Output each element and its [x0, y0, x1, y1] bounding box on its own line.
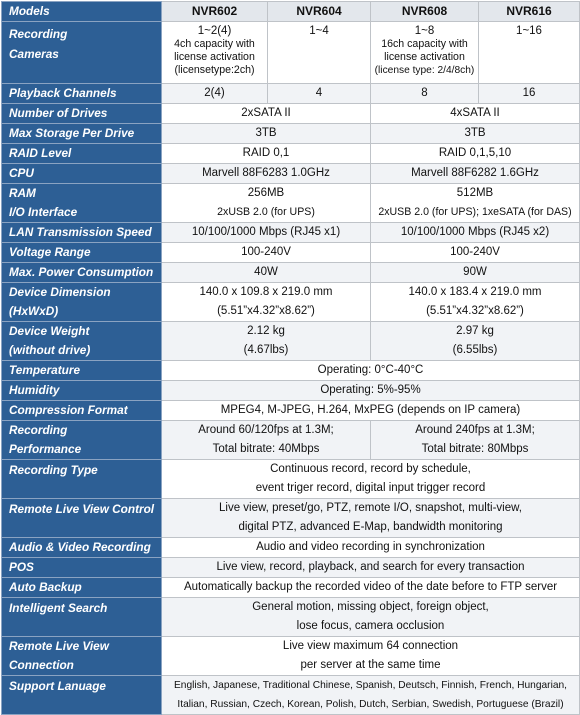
compression-value: MPEG4, M-JPEG, H.264, MxPEG (depends on IP camera) [162, 401, 580, 421]
audio-video-value: Audio and video recording in synchronization [162, 538, 580, 558]
row-cpu [2, 164, 580, 184]
row-remote-live-view-control [2, 499, 580, 538]
row-number-of-drives [2, 104, 580, 124]
row-remote-live-view-connection [2, 637, 580, 676]
remote-live-view-connection-label-1: Remote Live View [9, 639, 109, 653]
weight-left-2: (4.67lbs) [243, 344, 289, 356]
lan-label: LAN Transmission Speed [2, 223, 162, 243]
remote-live-view-connection-label-2: Connection [9, 658, 74, 672]
row-dimension [2, 283, 580, 322]
playback-nvr604: 4 [268, 84, 371, 104]
recording-type-value [162, 460, 580, 499]
recording-performance-label-2: Performance [9, 442, 82, 456]
max-storage-label: Max Storage Per Drive [2, 124, 162, 144]
raid-level-label: RAID Level [2, 144, 162, 164]
power-label: Max. Power Consumption [2, 263, 162, 283]
cpu-right: Marvell 88F6282 1.6GHz [371, 164, 580, 184]
recording-cameras-nvr604: 1~4 [268, 22, 371, 84]
recording-performance-label-1: Recording [9, 423, 68, 437]
nvr602-camera-value: 1~2(4) [197, 25, 232, 37]
intelligent-search-line-2: lose focus, camera occlusion [296, 620, 445, 632]
recording-performance-right-2: Total bitrate: 80Mbps [421, 443, 529, 455]
voltage-left: 100-240V [162, 243, 371, 263]
raid-right: RAID 0,1,5,10 [371, 144, 580, 164]
model-nvr604: NVR604 [268, 2, 371, 22]
pos-label: POS [2, 558, 162, 578]
recording-cameras-label-2: Cameras [9, 47, 59, 61]
row-max-storage [2, 124, 580, 144]
drives-left: 2xSATA II [162, 104, 371, 124]
nvr608-camera-note-1: 16ch capacity with [381, 38, 468, 50]
model-nvr616: NVR616 [479, 2, 580, 22]
row-raid-level [2, 144, 580, 164]
humidity-value: Operating: 5%-95% [162, 381, 580, 401]
nvr602-camera-note-1: 4ch capacity with [174, 38, 255, 50]
remote-live-view-control-value [162, 499, 580, 538]
power-left: 40W [162, 263, 371, 283]
storage-right: 3TB [371, 124, 580, 144]
power-right: 90W [371, 263, 580, 283]
dimension-right-2: (5.51”x4.32”x8.62”) [426, 305, 524, 317]
auto-backup-label: Auto Backup [2, 578, 162, 598]
model-nvr608: NVR608 [371, 2, 479, 22]
recording-performance-right-1: Around 240fps at 1.3M; [415, 424, 535, 436]
dimension-label [2, 283, 162, 322]
ram-label: RAM [2, 184, 162, 204]
row-compression [2, 401, 580, 421]
support-language-line-2: Italian, Russian, Czech, Korean, Polish, Dutch, Serbian, Swedish, Portuguese (Brazil) [177, 699, 564, 710]
remote-live-view-control-line-2: digital PTZ, advanced E-Map, bandwidth monitoring [238, 521, 503, 533]
support-language-line-1: English, Japanese, Traditional Chinese, Spanish, Deutsch, Finnish, French, Hungarian, [173, 680, 567, 691]
recording-performance-left [162, 421, 371, 460]
drives-right: 4xSATA II [371, 104, 580, 124]
remote-live-view-connection-label [2, 637, 162, 676]
io-interface-label: I/O Interface [2, 203, 162, 223]
row-pos [2, 558, 580, 578]
number-of-drives-label: Number of Drives [2, 104, 162, 124]
recording-type-line-1: Continuous record, record by schedule, [270, 463, 471, 475]
io-left: 2xUSB 2.0 (for UPS) [162, 203, 371, 223]
intelligent-search-value [162, 598, 580, 637]
audio-video-label: Audio & Video Recording [2, 538, 162, 558]
lan-left: 10/100/1000 Mbps (RJ45 x1) [162, 223, 371, 243]
row-audio-video [2, 538, 580, 558]
remote-live-view-control-label: Remote Live View Control [2, 499, 162, 538]
playback-nvr602: 2(4) [162, 84, 268, 104]
playback-channels-label: Playback Channels [2, 84, 162, 104]
recording-type-line-2: event triger record, digital input trigger record [255, 482, 486, 494]
row-recording-cameras [2, 22, 580, 84]
remote-live-view-connection-line-2: per server at the same time [300, 659, 441, 671]
playback-nvr616: 16 [479, 84, 580, 104]
voltage-label: Voltage Range [2, 243, 162, 263]
io-right: 2xUSB 2.0 (for UPS); 1xeSATA (for DAS) [371, 203, 580, 223]
ram-right: 512MB [371, 184, 580, 204]
temperature-label: Temperature [2, 361, 162, 381]
nvr608-camera-note-3: (license type: 2/4/8ch) [374, 65, 475, 76]
recording-cameras-label [2, 22, 162, 84]
weight-label [2, 322, 162, 361]
recording-performance-label [2, 421, 162, 460]
weight-left-1: 2.12 kg [247, 325, 285, 337]
weight-right [371, 322, 580, 361]
row-humidity [2, 381, 580, 401]
cpu-left: Marvell 88F6283 1.0GHz [162, 164, 371, 184]
row-support-language [2, 676, 580, 715]
nvr608-camera-note-2: license activation [384, 51, 465, 63]
intelligent-search-label: Intelligent Search [2, 598, 162, 637]
header-row [2, 2, 580, 22]
dimension-left-1: 140.0 x 109.8 x 219.0 mm [199, 286, 333, 298]
dimension-left [162, 283, 371, 322]
row-power [2, 263, 580, 283]
weight-right-1: 2.97 kg [456, 325, 494, 337]
row-intelligent-search [2, 598, 580, 637]
temperature-value: Operating: 0°C-40°C [162, 361, 580, 381]
models-label: Models [2, 2, 162, 22]
remote-live-view-connection-line-1: Live view maximum 64 connection [282, 640, 459, 652]
remote-live-view-connection-value [162, 637, 580, 676]
humidity-label: Humidity [2, 381, 162, 401]
playback-nvr608: 8 [371, 84, 479, 104]
storage-left: 3TB [162, 124, 371, 144]
row-ram [2, 184, 580, 204]
intelligent-search-line-1: General motion, missing object, foreign object, [252, 601, 489, 613]
recording-cameras-nvr608 [371, 22, 479, 84]
support-language-label: Support Lanuage [2, 676, 162, 715]
pos-value: Live view, record, playback, and search for every transaction [162, 558, 580, 578]
dimension-right-1: 140.0 x 183.4 x 219.0 mm [408, 286, 542, 298]
auto-backup-value: Automatically backup the recorded video of the date before to FTP server [162, 578, 580, 598]
compression-label: Compression Format [2, 401, 162, 421]
dimension-label-2: (HxWxD) [9, 304, 59, 318]
remote-live-view-control-line-1: Live view, preset/go, PTZ, remote I/O, snapshot, multi-view, [219, 502, 522, 514]
row-lan [2, 223, 580, 243]
voltage-right: 100-240V [371, 243, 580, 263]
weight-label-1: Device Weight [9, 324, 90, 338]
recording-cameras-label-1: Recording [9, 27, 68, 41]
model-nvr602: NVR602 [162, 2, 268, 22]
weight-left [162, 322, 371, 361]
nvr602-camera-note-3: (licensetype:2ch) [174, 64, 255, 76]
weight-label-2: (without drive) [9, 343, 91, 357]
row-recording-type [2, 460, 580, 499]
nvr608-camera-value: 1~8 [414, 25, 435, 37]
dimension-left-2: (5.51”x4.32”x8.62”) [217, 305, 315, 317]
dimension-label-1: Device Dimension [9, 285, 111, 299]
recording-performance-left-1: Around 60/120fps at 1.3M; [198, 424, 334, 436]
dimension-right [371, 283, 580, 322]
recording-cameras-nvr602 [162, 22, 268, 84]
row-voltage [2, 243, 580, 263]
row-temperature [2, 361, 580, 381]
spec-table [1, 1, 580, 715]
cpu-label: CPU [2, 164, 162, 184]
support-language-value [162, 676, 580, 715]
row-weight [2, 322, 580, 361]
recording-performance-right [371, 421, 580, 460]
row-playback-channels [2, 84, 580, 104]
row-recording-performance [2, 421, 580, 460]
recording-type-label: Recording Type [2, 460, 162, 499]
weight-right-2: (6.55lbs) [452, 344, 498, 356]
recording-performance-left-2: Total bitrate: 40Mbps [212, 443, 320, 455]
nvr602-camera-note-2: license activation [174, 51, 255, 63]
row-auto-backup [2, 578, 580, 598]
raid-left: RAID 0,1 [162, 144, 371, 164]
recording-cameras-nvr616: 1~16 [479, 22, 580, 84]
row-io-interface [2, 203, 580, 223]
ram-left: 256MB [162, 184, 371, 204]
lan-right: 10/100/1000 Mbps (RJ45 x2) [371, 223, 580, 243]
